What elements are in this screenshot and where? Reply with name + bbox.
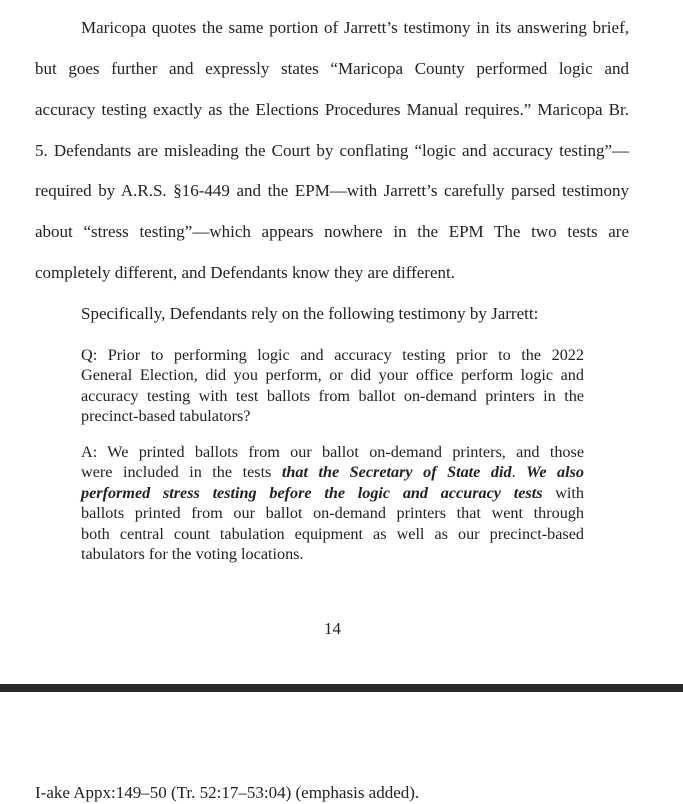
emphasized-text: We also — [526, 463, 584, 482]
page-divider — [0, 684, 683, 692]
body-text-line: Maricopa quotes the same portion of Jarrett’s testimony in its answering brief, — [81, 18, 629, 37]
citation-text: I-ake Appx:149–50 (Tr. 52:17–53:04) (emphasis added). — [35, 783, 420, 802]
answer-text: . — [511, 463, 527, 482]
answer-line: tabulators for the voting locations. — [81, 545, 304, 564]
body-text-line: accuracy testing exactly as the Elections Procedures Manual requires.” Maricopa Br. — [35, 100, 629, 119]
emphasized-text: performed stress testing before the logic and accuracy tests — [81, 483, 543, 502]
body-text-line: completely different, and Defendants know they are different. — [35, 263, 455, 282]
body-text-line: about “stress testing”—which appears nowhere in the EPM The two tests are — [35, 222, 629, 241]
question-line: accuracy testing with test ballots from ballot on-demand printers in the — [81, 386, 584, 405]
body-text-line: 5. Defendants are misleading the Court by conflating “logic and accuracy testing”— — [35, 141, 629, 160]
answer-line — [81, 462, 584, 482]
page-number: 14 — [324, 619, 341, 638]
question-line: Q: Prior to performing logic and accuracy testing prior to the 2022 — [81, 346, 584, 364]
testimony-question — [81, 345, 584, 427]
question-line: precinct-based tabulators? — [81, 407, 251, 426]
body-text-line: but goes further and expressly states “Maricopa County performed logic and — [35, 59, 629, 78]
answer-line — [81, 483, 584, 503]
question-line: General Election, did you perform, or did your office perform logic and — [81, 366, 584, 385]
answer-line: ballots printed from our ballot on-demand printers that went through — [81, 504, 584, 523]
answer-line: A: We printed ballots from our ballot on-demand printers, and those — [81, 443, 584, 461]
body-text-line: required by A.R.S. §16-449 and the EPM—with Jarrett’s carefully parsed testimony — [35, 181, 629, 200]
quote-intro-line: Specifically, Defendants rely on the following testimony by Jarrett: — [81, 304, 539, 323]
answer-line: both central count tabulation equipment as well as our precinct-based — [81, 524, 584, 543]
emphasized-text: that the Secretary of State did — [281, 463, 512, 482]
testimony-answer — [81, 442, 584, 564]
answer-text: with — [542, 483, 585, 502]
answer-text: were included in the tests — [81, 463, 282, 482]
